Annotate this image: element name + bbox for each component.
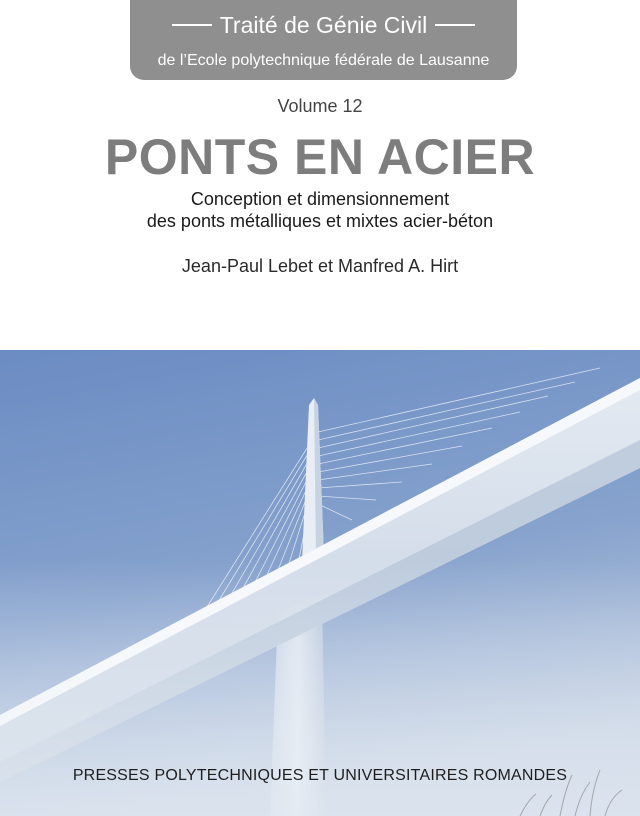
right-dash <box>435 24 475 26</box>
ground-haze <box>0 350 640 816</box>
series-banner <box>130 0 517 80</box>
publisher: PRESSES POLYTECHNIQUES ET UNIVERSITAIRES ROMANDES <box>72 767 568 784</box>
left-dash <box>172 24 212 26</box>
series-title: Traité de Génie Civil <box>219 12 428 38</box>
subtitle-line-1: Conception et dimensionnement <box>190 189 450 209</box>
series-institution: de l’Ecole polytechnique fédérale de Lausanne <box>157 52 490 69</box>
subtitle-line-2: des ponts métalliques et mixtes acier-béton <box>146 211 494 231</box>
volume-number: Volume 12 <box>277 96 363 116</box>
series-title-row <box>130 12 517 38</box>
bridge-photo <box>0 350 640 816</box>
authors: Jean-Paul Lebet et Manfred A. Hirt <box>181 256 459 276</box>
book-subtitle <box>0 188 640 232</box>
book-title: PONTS EN ACIER <box>104 129 536 185</box>
